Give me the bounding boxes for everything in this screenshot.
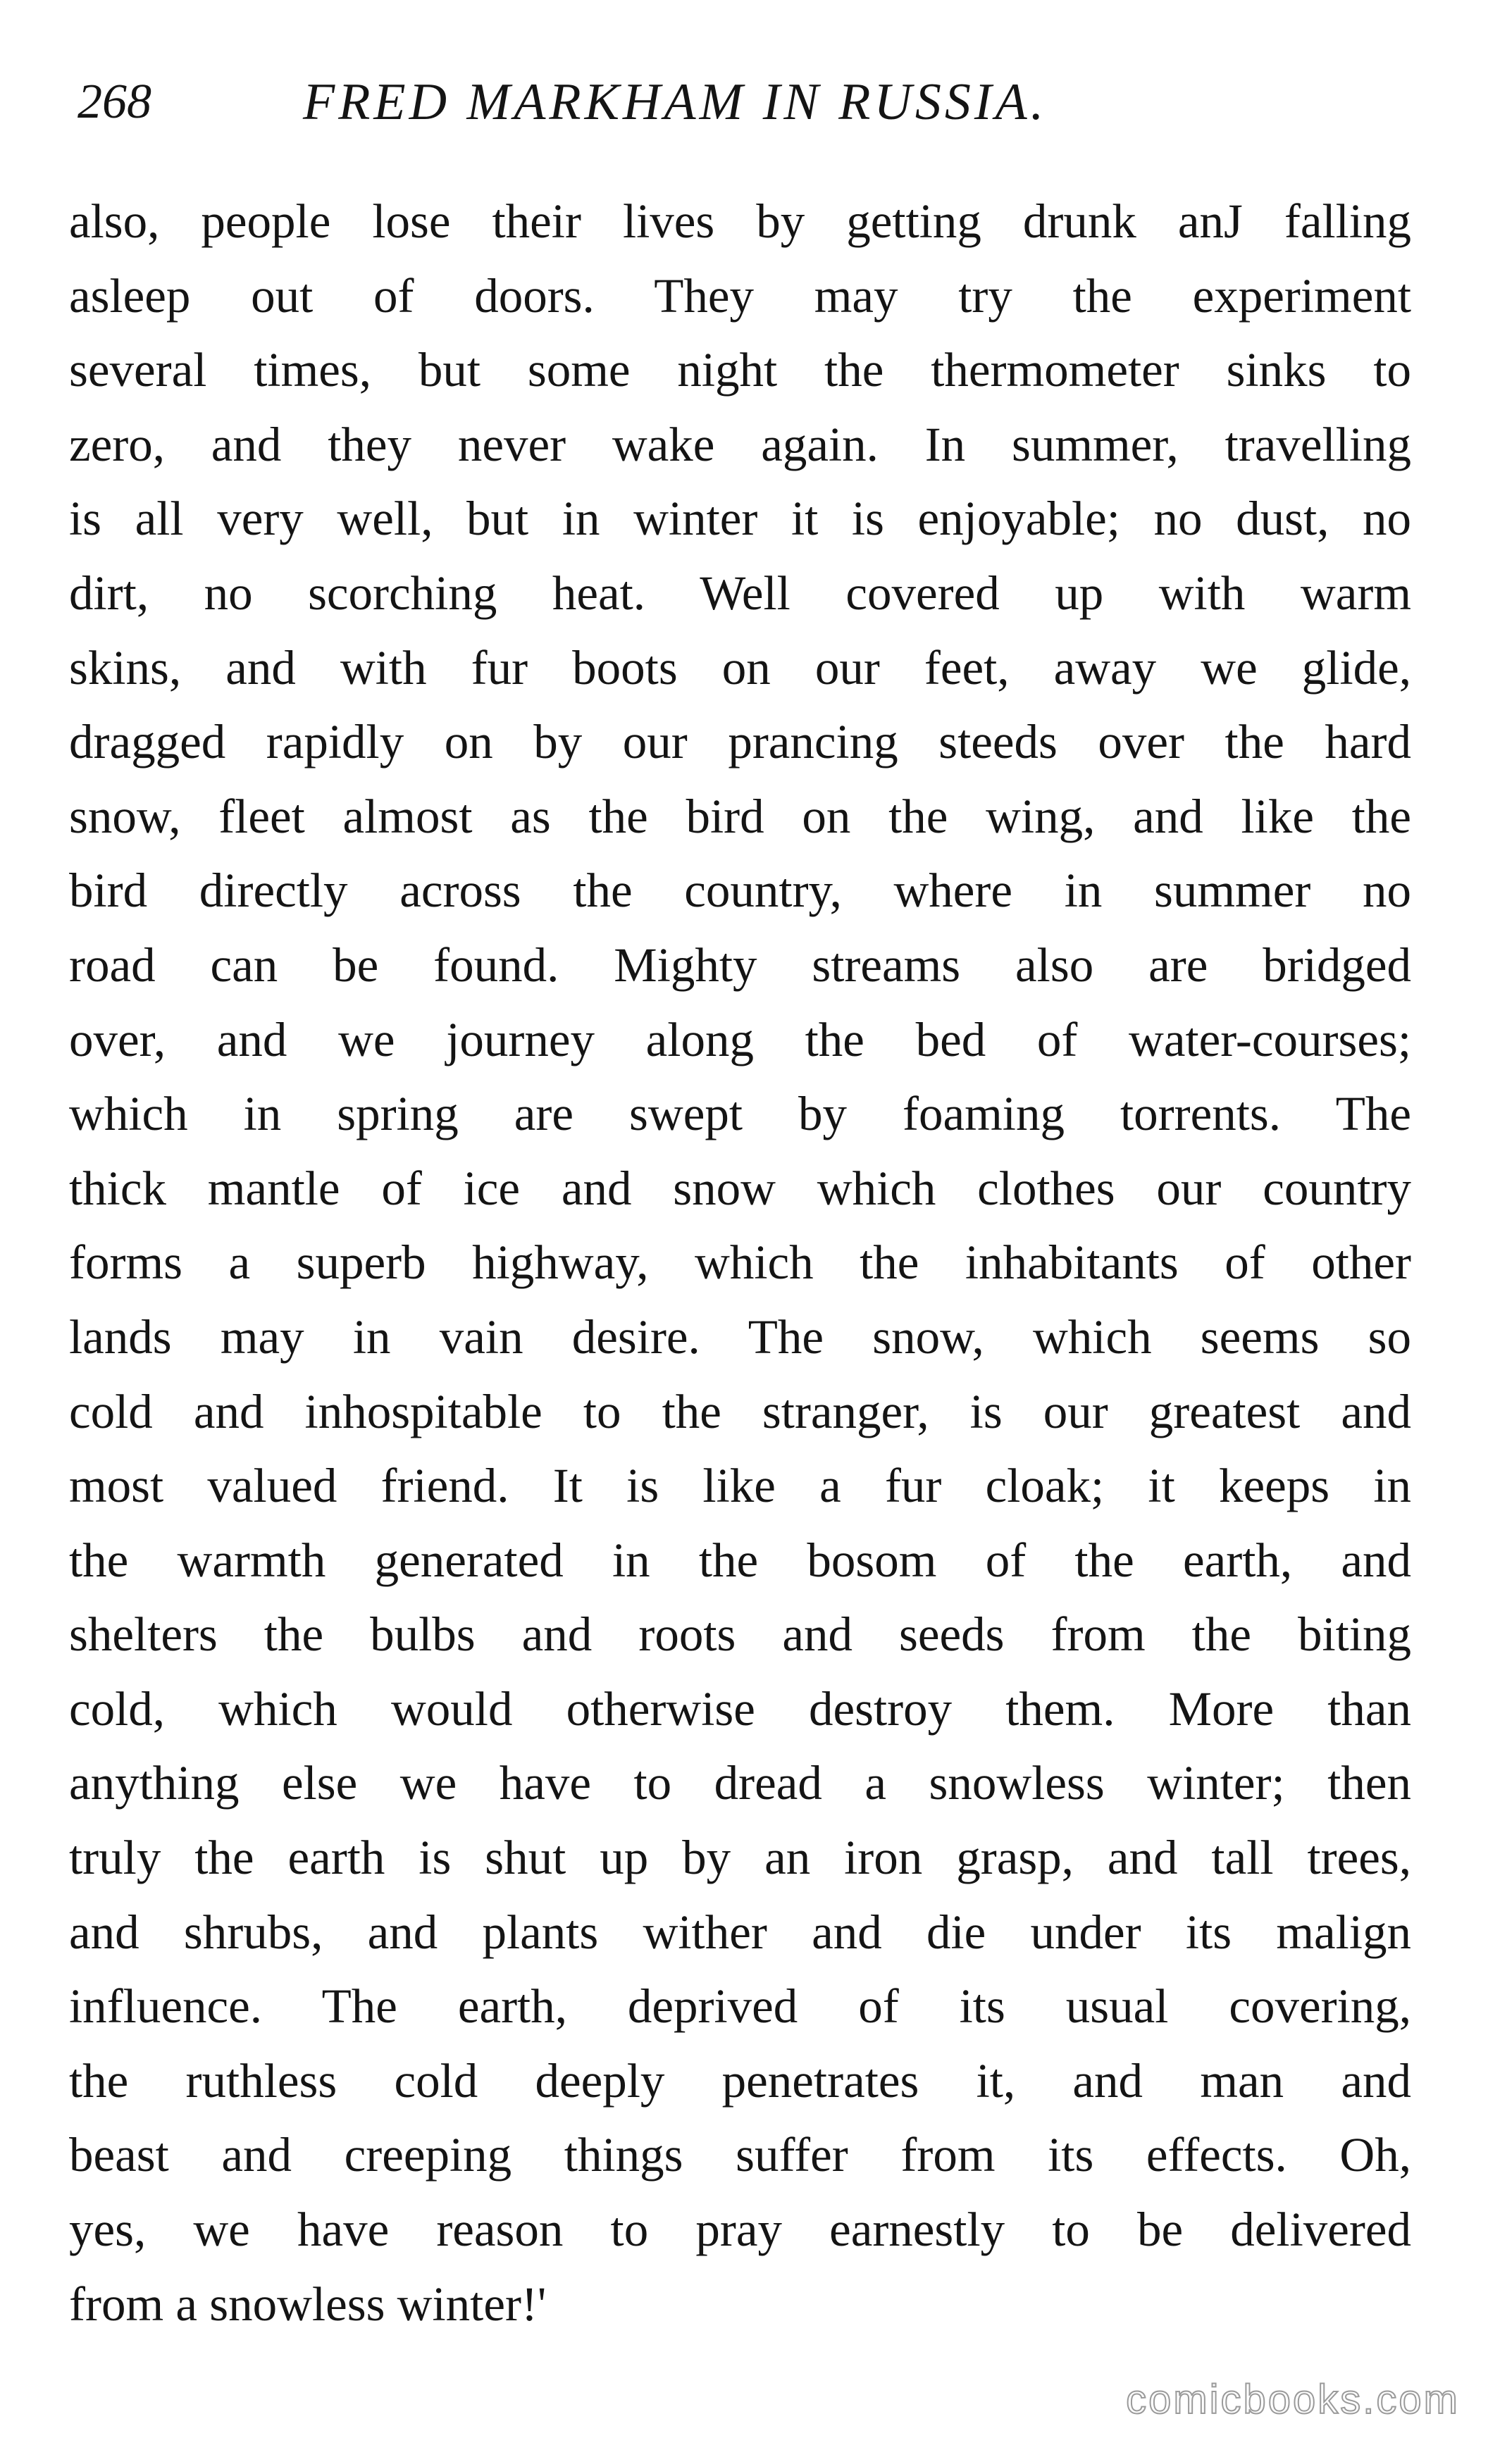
text-line: is all very well, but in winter it is enjoyable; no dust, no bbox=[69, 492, 1411, 546]
running-title: FRED MARKHAM IN RUSSIA. bbox=[303, 73, 1048, 131]
text-line: cold, which would otherwise destroy them. More than bbox=[69, 1681, 1411, 1736]
text-line: snow, fleet almost as the bird on the wing, and like the bbox=[69, 789, 1411, 843]
text-line: zero, and they never wake again. In summer, travelling bbox=[69, 417, 1411, 471]
text-line-last: from a snowless winter!' bbox=[69, 2277, 547, 2331]
text-line: the ruthless cold deeply penetrates it, and man and bbox=[69, 2053, 1411, 2108]
text-line: yes, we have reason to pray earnestly to be delivered bbox=[69, 2203, 1411, 2257]
text-line: forms a superb highway, which the inhabitants of other bbox=[69, 1236, 1411, 1290]
text-line: over, and we journey along the bed of water-courses; bbox=[69, 1012, 1411, 1066]
text-line: asleep out of doors. They may try the experiment bbox=[69, 268, 1411, 323]
text-line: truly the earth is shut up by an iron grasp, and tall trees, bbox=[69, 1831, 1411, 1885]
text-line: most valued friend. It is like a fur cloak; it keeps in bbox=[69, 1459, 1411, 1513]
watermark: comicbooks.com bbox=[1126, 2377, 1460, 2422]
running-head bbox=[78, 67, 1416, 137]
text-line: skins, and with fur boots on our feet, away we glide, bbox=[69, 640, 1411, 695]
text-line: also, people lose their lives by getting drunk anJ falling bbox=[69, 194, 1411, 248]
text-line: anything else we have to dread a snowless winter; then bbox=[69, 1756, 1411, 1810]
page-number: 268 bbox=[78, 75, 151, 129]
text-line: the warmth generated in the bosom of the earth, and bbox=[69, 1533, 1411, 1587]
text-line: dirt, no scorching heat. Well covered up with warm bbox=[69, 566, 1411, 620]
text-line: thick mantle of ice and snow which clothes our country bbox=[69, 1161, 1411, 1215]
text-line: road can be found. Mighty streams also are bridged bbox=[69, 938, 1411, 992]
text-line: dragged rapidly on by our prancing steeds over the hard bbox=[69, 715, 1411, 769]
text-line: several times, but some night the thermometer sinks to bbox=[69, 343, 1411, 397]
text-line: and shrubs, and plants wither and die under its malign bbox=[69, 1905, 1411, 1959]
text-line: beast and creeping things suffer from its effects. Oh, bbox=[69, 2128, 1411, 2182]
text-line: shelters the bulbs and roots and seeds from the biting bbox=[69, 1607, 1411, 1662]
text-line: influence. The earth, deprived of its usual covering, bbox=[69, 1979, 1411, 2034]
text-line: cold and inhospitable to the stranger, is our greatest and bbox=[69, 1384, 1411, 1438]
body-text bbox=[69, 185, 1411, 2341]
text-line: lands may in vain desire. The snow, which seems so bbox=[69, 1309, 1411, 1364]
text-line: bird directly across the country, where in summer no bbox=[69, 864, 1411, 918]
text-line: which in spring are swept by foaming torrents. The bbox=[69, 1087, 1411, 1141]
